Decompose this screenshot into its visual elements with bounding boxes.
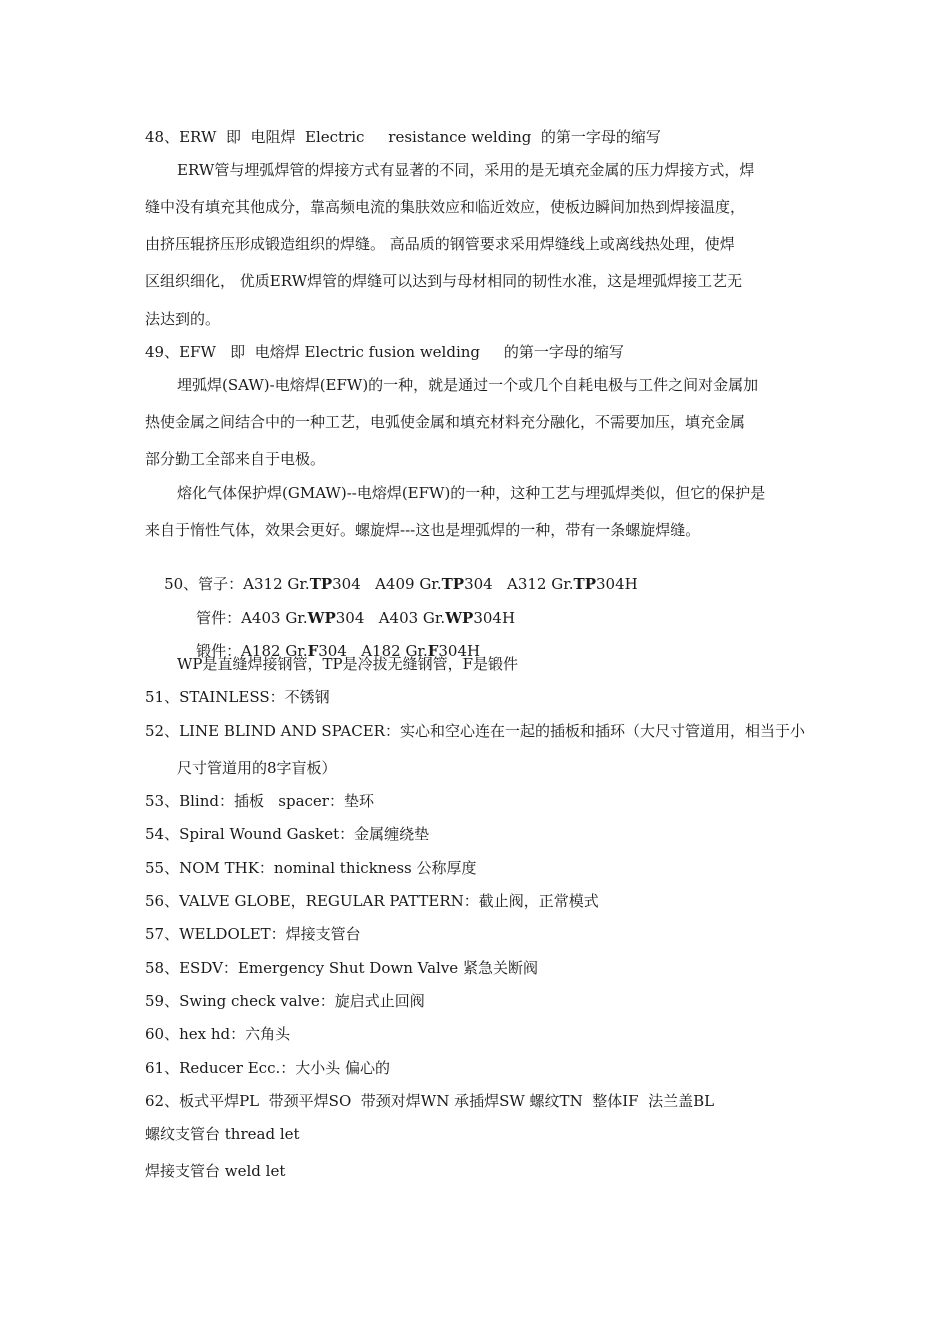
item-50-pipe-line	[145, 554, 638, 593]
item-61: 61、Reducer Ecc.：大小头 偏心的	[145, 1059, 391, 1077]
item-56: 56、VALVE GLOBE，REGULAR PATTERN：截止阀，正常模式	[145, 892, 599, 910]
item-51: 51、STAINLESS：不锈钢	[145, 688, 330, 706]
item-58: 58、ESDV：Emergency Shut Down Valve 紧急关断阀	[145, 959, 538, 977]
item-50-fitting-line	[177, 588, 516, 627]
item-49-para1-line-2: 热使金属之间结合中的一种工艺，电弧使金属和填充材料充分融化，不需要加压，填充金属	[145, 413, 746, 431]
fitting-spec: A403 Gr.WP304	[241, 609, 365, 627]
item-48-para-line-5: 法达到的。	[145, 310, 221, 328]
item-50-forging-line	[177, 621, 481, 660]
item-59: 59、Swing check valve：旋启式止回阀	[145, 992, 425, 1010]
item-48-para-line-3: 由挤压辊挤压形成锻造组织的焊缝。 高品质的钢管要求采用焊缝线上或离线热处理，使焊	[145, 235, 735, 253]
item-49-heading: 49、EFW 即 电熔焊 Electric fusion welding 的第一字母的缩写	[145, 343, 624, 361]
item-52-line-2: 尺寸管道用的8字盲板）	[177, 759, 337, 777]
item-49-para2-line-1: 熔化气体保护焊(GMAW)--电熔焊(EFW)的一种，这种工艺与埋弧焊类似，但它的保护是	[177, 484, 766, 502]
forging-label: 锻件：	[196, 642, 242, 660]
item-62: 62、板式平焊PL 带颈平焊SO 带颈对焊WN 承插焊SW 螺纹TN 整体IF 法兰盖BL	[145, 1092, 715, 1110]
item-49-para1-line-1: 埋弧焊(SAW)-电熔焊(EFW)的一种，就是通过一个或几个自耗电极与工件之间对金属加	[177, 376, 759, 394]
weld-let-line: 焊接支管台 weld let	[145, 1162, 286, 1180]
item-57: 57、WELDOLET：焊接支管台	[145, 925, 361, 943]
item-48-heading: 48、ERW 即 电阻焊 Electric resistance welding 的第一字母的缩写	[145, 128, 661, 146]
item-54: 54、Spiral Wound Gasket：金属缠绕垫	[145, 825, 430, 843]
pipe-spec: A409 Gr.TP304	[375, 575, 493, 593]
item-53: 53、Blind：插板 spacer：垫环	[145, 792, 374, 810]
item-50-note: WP是直缝焊接钢管，TP是冷拔无缝钢管，F是锻件	[177, 655, 519, 673]
item-48-para-line-2: 缝中没有填充其他成分，靠高频电流的集肤效应和临近效应，使板边瞬间加热到焊接温度，	[145, 198, 746, 216]
pipe-spec: A312 Gr.TP304H	[507, 575, 638, 593]
item-48-para-line-1: ERW管与埋弧焊管的焊接方式有显著的不同，采用的是无填充金属的压力焊接方式，焊	[177, 161, 755, 179]
item-55: 55、NOM THK：nominal thickness 公称厚度	[145, 859, 477, 877]
forging-spec: A182 Gr.F304	[241, 642, 347, 660]
item-49-para1-line-3: 部分勤工全部来自于电极。	[145, 450, 326, 468]
item-60: 60、hex hd：六角头	[145, 1025, 291, 1043]
pipe-spec: A312 Gr.TP304	[243, 575, 361, 593]
item-52-line-1: 52、LINE BLIND AND SPACER：实心和空心连在一起的插板和插环（大尺寸管道用，相当于小	[145, 722, 805, 740]
item-49-para2-line-2: 来自于惰性气体，效果会更好。螺旋焊---这也是埋弧焊的一种，带有一条螺旋焊缝。	[145, 521, 701, 539]
pipe-label: 50、管子：	[164, 575, 244, 593]
thread-let-line: 螺纹支管台 thread let	[145, 1125, 300, 1143]
fitting-spec: A403 Gr.WP304H	[378, 609, 516, 627]
item-48-para-line-4: 区组织细化， 优质ERW焊管的焊缝可以达到与母材相同的韧性水准，这是埋弧焊接工艺无	[145, 272, 743, 290]
forging-spec: A182 Gr.F304H	[361, 642, 481, 660]
fitting-label: 管件：	[196, 609, 242, 627]
